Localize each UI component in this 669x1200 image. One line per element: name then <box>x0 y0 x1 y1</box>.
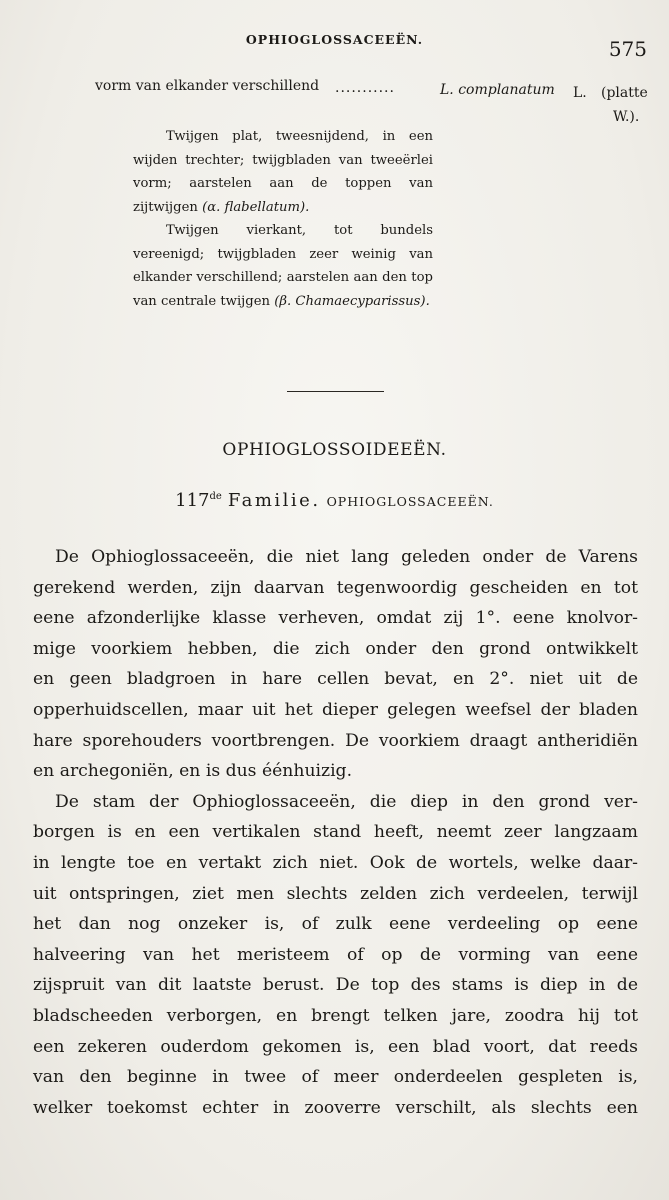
subkey-block <box>133 125 433 313</box>
body-line: uit ontspringen, ziet men slechts zelden zich verdeelen, terwijl <box>33 883 638 904</box>
subkey-beta <box>133 219 433 313</box>
body-line: eene afzonderlijke klasse verheven, omdat zij 1°. eene knolvor- <box>33 608 638 629</box>
order-heading: OPHIOGLOSSOIDEEËN. <box>222 440 447 460</box>
section-divider <box>287 391 384 392</box>
subkey-beta-label: (β. Chamaecyparissus). <box>274 293 430 309</box>
family-number: 117de <box>175 490 222 511</box>
body-line: in lengte toe en vertakt zich niet. Ook de wortels, welke daar- <box>33 852 638 873</box>
subkey-alpha <box>133 125 433 219</box>
key-entry-taxon: L. complanatum <box>440 82 555 98</box>
body-line: en archegoniën, en is dus éénhuizig. <box>33 761 353 782</box>
body-line: het dan nog onzeker is, of zulk eene verdeeling op eene <box>33 914 638 935</box>
body-line: bladscheeden verborgen, en brengt telken jare, zoodra hij tot <box>33 1005 638 1026</box>
family-number-suffix: de <box>209 491 222 502</box>
key-entry-leader-dots: ........... <box>335 80 395 96</box>
body-line: een zekeren ouderdom gekomen is, een blad voort, dat reeds <box>33 1036 638 1057</box>
body-line: opperhuidscellen, maar uit het dieper gelegen weefsel der bladen <box>33 699 638 720</box>
body-line: halveering van het meristeem of op de vorming van eene <box>33 944 638 965</box>
key-entry-common-name-open: (platte <box>601 85 648 101</box>
subkey-beta-text: Twijgen vierkant, tot bundels vereenigd; twijgbladen zeer weinig van elkander verschillend; aarstelen aan den top van centrale twijgen <box>133 223 433 309</box>
body-line: van den beginne in twee of meer onderdeelen gespleten is, <box>33 1067 638 1088</box>
key-entry-common-name-close: W.). <box>613 109 640 125</box>
body-line: hare sporehouders voortbrengen. De voorkiem draagt antheridiën <box>33 730 638 751</box>
subkey-alpha-text: Twijgen plat, tweesnijdend, in een wijden trechter; twijgbladen van tweeërlei vorm; aarstelen aan de toppen van zijtwijgen <box>133 129 433 215</box>
body-line: borgen is en een vertikalen stand heeft, neemt zeer langzaam <box>33 822 638 843</box>
body-text <box>33 542 638 1123</box>
running-head: OPHIOGLOSSACEEËN. <box>245 32 424 47</box>
family-heading <box>0 490 669 511</box>
body-line: De stam der Ophioglossaceeën, die diep in den grond ver- <box>55 791 638 812</box>
subkey-alpha-label: (α. flabellatum). <box>202 199 310 215</box>
body-line: zijspruit van dit laatste berust. De top des stams is diep in de <box>33 975 638 996</box>
key-entry-author: L. <box>573 85 587 101</box>
family-word: Familie. <box>227 490 321 511</box>
body-line: gerekend werden, zijn daarvan tegenwoordig gescheiden en tot <box>33 577 638 598</box>
page-number: 575 <box>608 37 647 61</box>
body-line: De Ophioglossaceeën, die niet lang geleden onder de Varens <box>55 547 638 567</box>
key-entry-text: vorm van elkander verschillend <box>95 78 320 94</box>
body-line: welker toekomst echter in zooverre verschilt, als slechts een <box>33 1097 638 1118</box>
body-line: mige voorkiem hebben, die zich onder den grond ontwikkelt <box>33 638 638 659</box>
body-line: en geen bladgroen in hare cellen bevat, en 2°. niet uit de <box>33 669 638 690</box>
family-name: OPHIOGLOSSACEEËN. <box>326 494 494 509</box>
